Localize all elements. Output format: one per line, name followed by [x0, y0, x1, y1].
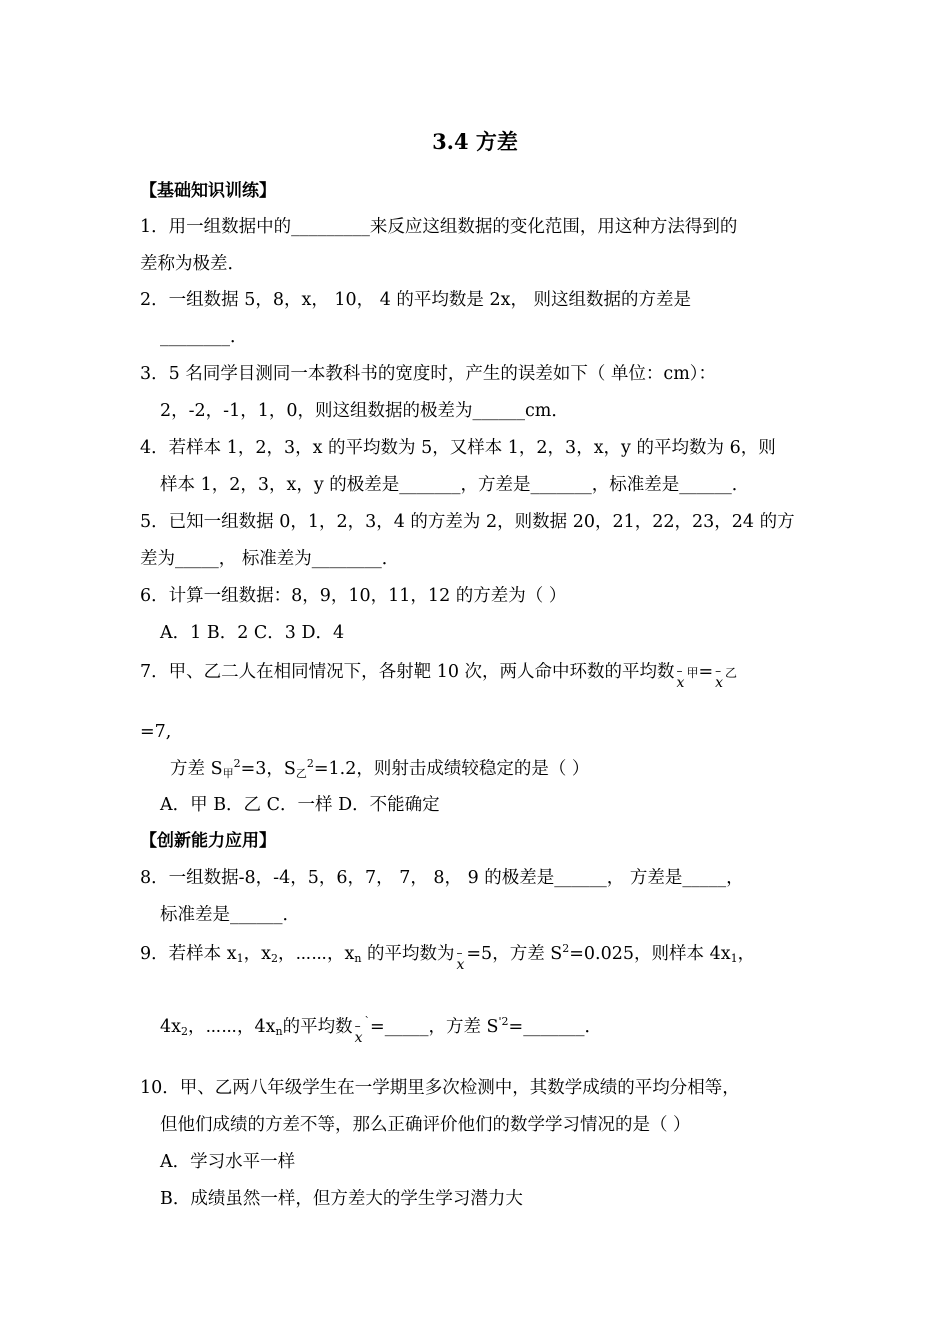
x-bar-symbol: – x: [715, 676, 723, 690]
q4-line1: 4．若样本 1，2，3，x 的平均数为 5，又样本 1，2，3，x，y 的平均数为 6，则: [140, 438, 776, 458]
q9-b-pre: 4x: [160, 1017, 182, 1037]
q9-c3: 的平均数为: [361, 944, 455, 964]
q9-line2: [160, 1015, 602, 1045]
q7-var-sq: 2: [233, 757, 241, 770]
q8-line1: 8．一组数据-8，-4，5，6，7， 7， 8， 9 的极差是______， 方差是_____，: [140, 868, 744, 888]
q7-eq: =: [698, 662, 714, 682]
q6-options: A．1 B．2 C．3 D．4: [160, 623, 345, 643]
section-advanced-heading: 【创新能力应用】: [140, 831, 276, 851]
q9-c2: ，⋯⋯，x: [277, 944, 355, 964]
q9-b-sub2: 2: [181, 1025, 189, 1038]
q9-sub1b: 1: [730, 952, 738, 965]
q10-line2: 但他们成绩的方差不等，那么正确评价他们的数学学习情况的是（ ）: [160, 1115, 691, 1135]
q7-variance-line: [170, 757, 589, 781]
x-bar-symbol: – x: [456, 958, 464, 972]
x-bar-symbol: – x: [355, 1031, 363, 1045]
q4-line2: 样本 1，2，3，x，y 的极差是_______，方差是_______，标准差是______．: [160, 475, 750, 495]
q9-b2: ，⋯⋯，4x: [188, 1017, 276, 1037]
x-bar-symbol: – x: [677, 676, 685, 690]
q9-subn: n: [354, 952, 362, 965]
q7-options: A．甲 B．乙 C．一样 D．不能确定: [160, 795, 440, 815]
q2-line1: 2．一组数据 5，8，x， 10， 4 的平均数是 2x， 则这组数据的方差是: [140, 290, 692, 310]
q9-line1: [140, 942, 755, 972]
q9-c4: =5，方差 S: [466, 944, 563, 964]
q7-var-sq2: 2: [306, 757, 314, 770]
q6-stem: 6．计算一组数据：8，9，10，11，12 的方差为（ ）: [140, 586, 567, 606]
q1-line2: 差称为极差．: [140, 254, 245, 274]
q9-c6: ，: [737, 944, 756, 964]
q9-b5: =_______．: [508, 1017, 602, 1037]
q9-sq2: '2: [498, 1015, 509, 1028]
q9-prime: `: [364, 1015, 371, 1028]
q7-sub-jia: 甲: [686, 666, 699, 680]
q9-sub2: 2: [270, 952, 278, 965]
q9-c5: =0.025，则样本 4x: [569, 944, 731, 964]
q7-var-sub-yi: 乙: [295, 767, 307, 780]
section-basic-heading: 【基础知识训练】: [140, 181, 276, 201]
q5-line2: 差为_____， 标准差为________．: [140, 549, 400, 569]
q9-sub1: 1: [236, 952, 244, 965]
q10-option-b: B．成绩虽然一样，但方差大的学生学习潜力大: [160, 1189, 523, 1209]
q9-b4: =_____，方差 S: [370, 1017, 499, 1037]
q8-line2: 标准差是______．: [160, 905, 300, 925]
q2-line2: ________．: [160, 327, 248, 347]
q7-sub-yi: 乙: [725, 666, 738, 680]
q9-b-subn: n: [275, 1025, 283, 1038]
q5-line1: 5．已知一组数据 0，1，2，3，4 的方差为 2，则数据 20，21，22，23，24 的方: [140, 512, 795, 532]
q7-line1: [140, 660, 737, 690]
q3-line1: 3．5 名同学目测同一本教科书的宽度时，产生的误差如下（ 单位：cm）：: [140, 364, 717, 384]
q3-line2: 2，-2，-1，1，0，则这组数据的极差为______cm．: [160, 401, 569, 421]
q10-line1: 10．甲、乙两八年级学生在一学期里多次检测中，其数学成绩的平均分相等，: [140, 1078, 740, 1098]
q7-var-pre: 方差 S: [170, 759, 223, 779]
q7-var-sub-jia: 甲: [222, 767, 234, 780]
q9-sq: 2: [562, 942, 570, 955]
q9-b3: 的平均数: [282, 1017, 353, 1037]
q9-c1: ，x: [243, 944, 271, 964]
q10-option-a: A．学习水平一样: [160, 1152, 296, 1172]
q1-line1: 1．用一组数据中的_________来反应这组数据的变化范围，用这种方法得到的: [140, 217, 738, 237]
q7-stem: 7．甲、乙二人在相同情况下，各射靶 10 次，两人命中环数的平均数: [140, 662, 675, 682]
q7-var-mid: =3，S: [240, 759, 296, 779]
page-title: 3.4 方差: [432, 129, 518, 154]
q9-a-pre: 9．若样本 x: [140, 944, 237, 964]
q7-var-post: =1.2，则射击成绩较稳定的是（ ）: [313, 759, 590, 779]
q7-eq7: =7,: [140, 722, 172, 742]
